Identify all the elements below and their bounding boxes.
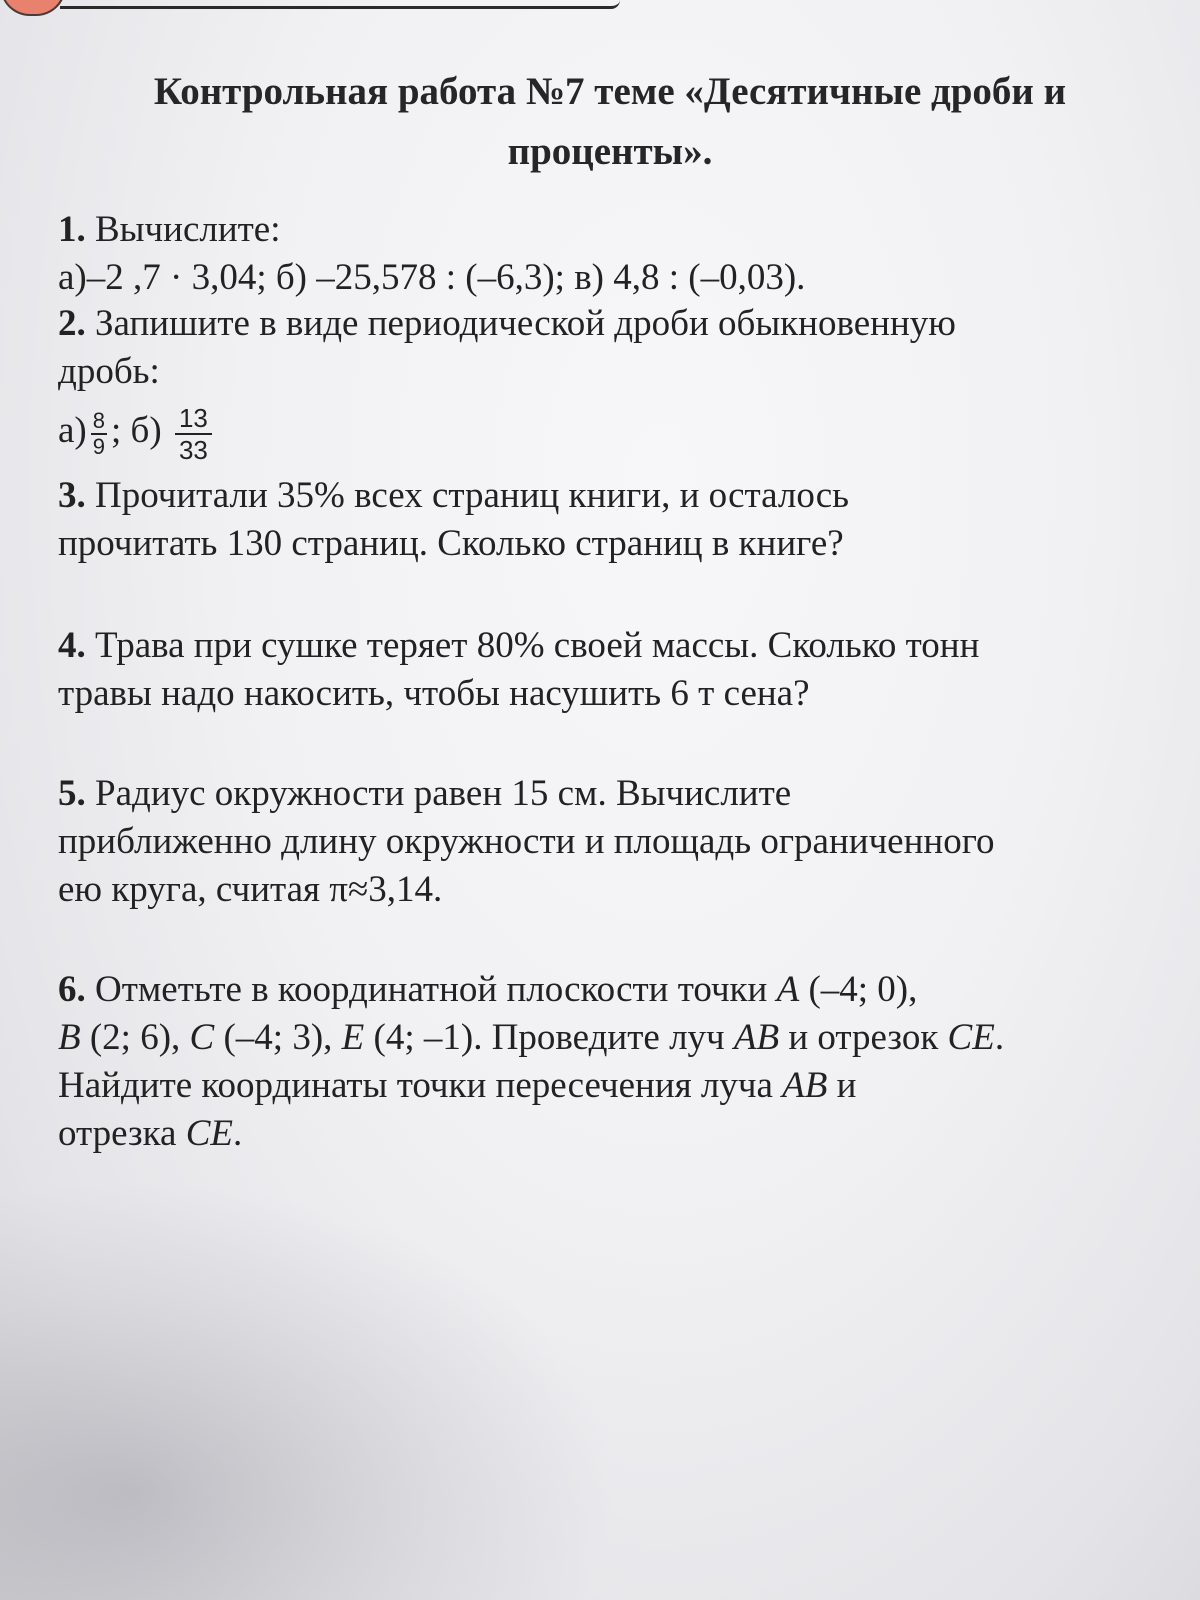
task-6-text-3: Найдите координаты точки пересечения луча [58, 1065, 783, 1106]
point-c-coords: (–4; 3), [214, 1017, 342, 1058]
task-2-text: Запишите в виде периодической дроби обыкновенную [85, 303, 956, 344]
task-4-line-1 [58, 622, 1173, 670]
point-e-label: E [341, 1017, 365, 1058]
task-5-line-3: ею круга, считая π≈3,14. [58, 869, 443, 910]
task-1-line-2: а)–2 ,7 · 3,04; б) –25,578 : (–6,3); в) 4,8 : (–0,03). [58, 257, 806, 298]
task-2-fractions [58, 396, 1173, 466]
fraction-b-denominator: 33 [178, 434, 208, 465]
task-6-line-4 [58, 1110, 1173, 1158]
task-1-heading: Вычислите: [85, 209, 281, 250]
task-1-number: 1. [58, 209, 86, 250]
fraction-separator: ; б) [111, 410, 162, 451]
task-4 [58, 622, 1173, 718]
task-3-line-2: прочитать 130 страниц. Сколько страниц в книге? [58, 523, 844, 564]
worksheet-title [60, 62, 1160, 182]
task-5-line-1 [58, 770, 1173, 818]
task-6-line-3 [58, 1062, 1173, 1110]
task-3-number: 3. [58, 475, 86, 516]
point-a-label: A [776, 969, 800, 1010]
task-6-line-4-end: . [233, 1113, 243, 1154]
fraction-b-numerator: 13 [175, 405, 212, 435]
task-1-line-1 [58, 206, 1173, 254]
task-6-text-1: Отметьте в координатной плоскости точки [85, 969, 777, 1010]
top-object [0, 0, 66, 16]
task-2 [58, 300, 1173, 466]
task-2-line-1 [58, 300, 1173, 348]
ray-ab-label: AB [733, 1017, 780, 1058]
point-b-coords: (2; 6), [80, 1017, 190, 1058]
task-6 [58, 966, 1173, 1158]
title-line-2: проценты». [507, 130, 713, 173]
task-6-text-4: отрезка [58, 1113, 186, 1154]
task-5-text: Радиус окружности равен 15 см. Вычислите [85, 773, 792, 814]
task-5-number: 5. [58, 773, 86, 814]
task-4-number: 4. [58, 625, 86, 666]
fraction-8-9 [91, 407, 107, 459]
task-2-number: 2. [58, 303, 86, 344]
title-line-1: Контрольная работа №7 теме «Десятичные дроби и [153, 70, 1067, 113]
task-6-line-2 [58, 1014, 1173, 1062]
task-1 [58, 206, 1173, 302]
task-6-number: 6. [58, 969, 86, 1010]
hand-shadow [0, 1180, 620, 1600]
fraction-a-label: а) [58, 410, 87, 451]
fraction-a-numerator: 8 [92, 407, 105, 433]
point-e-coords: (4; –1). Проведите луч [364, 1017, 734, 1058]
fraction-a-denominator: 9 [92, 433, 105, 459]
top-edge [0, 0, 1200, 16]
task-5 [58, 770, 1173, 914]
segment-ce-label: CE [947, 1017, 995, 1058]
task-5-line-2: приближенно длину окружности и площадь ограниченного [58, 821, 995, 862]
task-4-text: Трава при сушке теряет 80% своей массы. Сколько тонн [85, 625, 980, 666]
point-a-coords: (–4; 0), [799, 969, 918, 1010]
task-6-line-3-end: и [827, 1065, 857, 1106]
point-c-label: C [189, 1017, 215, 1058]
task-2-line-2: дробь: [58, 351, 160, 392]
task-3-text: Прочитали 35% всех страниц книги, и осталось [85, 475, 850, 516]
task-4-line-2: травы надо накосить, чтобы насушить 6 т сена? [58, 673, 810, 714]
fraction-13-33 [175, 402, 212, 465]
task-6-mid-text: и отрезок [779, 1017, 948, 1058]
ray-ab-label-2: AB [782, 1065, 828, 1106]
task-6-line-1 [58, 966, 1173, 1014]
task-6-line-2-end: . [994, 1017, 1005, 1058]
point-b-label: B [58, 1017, 81, 1058]
segment-ce-label-2: CE [185, 1113, 233, 1154]
task-3 [58, 472, 1173, 568]
top-border-line [60, 0, 620, 9]
task-3-line-1 [58, 472, 1173, 520]
